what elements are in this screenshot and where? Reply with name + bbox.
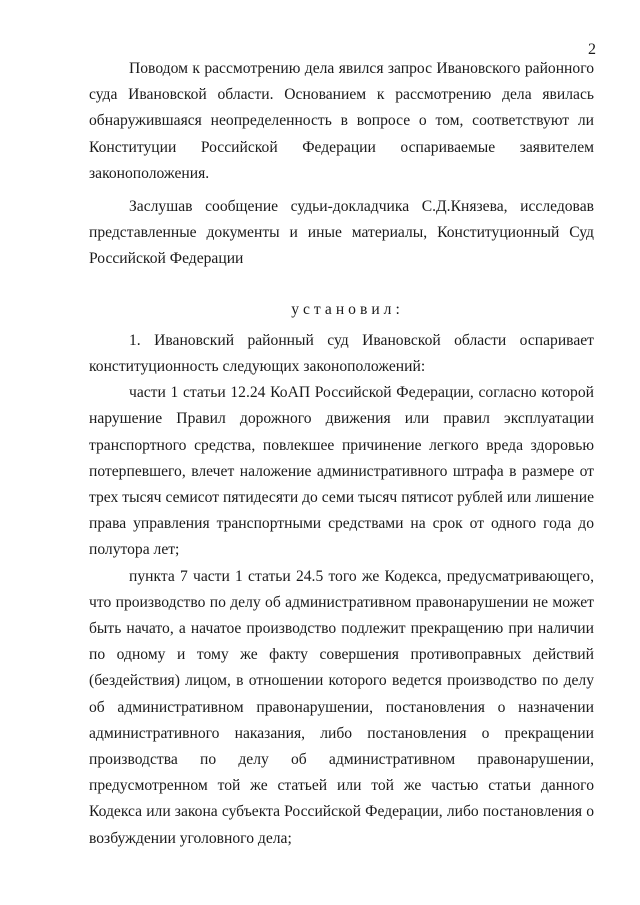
document-body xyxy=(89,56,594,852)
point-1-paragraph: 1. Ивановский районный суд Ивановской области оспаривает конституционность следующих законоположений: xyxy=(89,331,594,376)
article-12-24-paragraph: части 1 статьи 12.24 КоАП Российской Федерации, согласно которой нарушение Правил дорожного движения или правил эксплуатации транспортного средства, повлекшее причинение легкого вреда здоровью потерпевшего, влечет наложение административного штрафа в размере от трех тысяч семисот пятидесяти до семи тысяч пятисот рублей или лишение права управления транспортными средствами на срок от одного года до полутора лет; xyxy=(89,384,594,559)
ustanovil-heading: установил: xyxy=(291,300,404,318)
hearing-paragraph: Заслушав сообщение судьи-докладчика С.Д.Князева, исследовав представленные документы и иные материалы, Конституционный Суд Российской Федерации xyxy=(89,198,594,268)
page-number: 2 xyxy=(588,41,596,58)
intro-paragraph: Поводом к рассмотрению дела явился запрос Ивановского районного суда Ивановской области. Основанием к рассмотрению дела явилась обнаружившаяся неопределенность в вопросе о том, соответствуют ли Конституции Российской Федерации оспариваемые заявителем законоположения. xyxy=(89,60,594,182)
article-24-5-paragraph: пункта 7 части 1 статьи 24.5 того же Кодекса, предусматривающего, что производство по делу об административном правонарушении не может быть начато, а начатое производство подлежит прекращению при наличии по одному и тому же факту совершения противоправных действий (бездействия) лицом, в отношении которого ведется производство по делу об административном правонарушении, постановления о назначении административного наказания, либо постановления о прекращении производства по делу об административном правонарушении, предусмотренном той же статьей или той же частью статьи данного Кодекса или закона субъекта Российской Федерации, либо постановления о возбуждении уголовного дела; xyxy=(89,567,594,847)
